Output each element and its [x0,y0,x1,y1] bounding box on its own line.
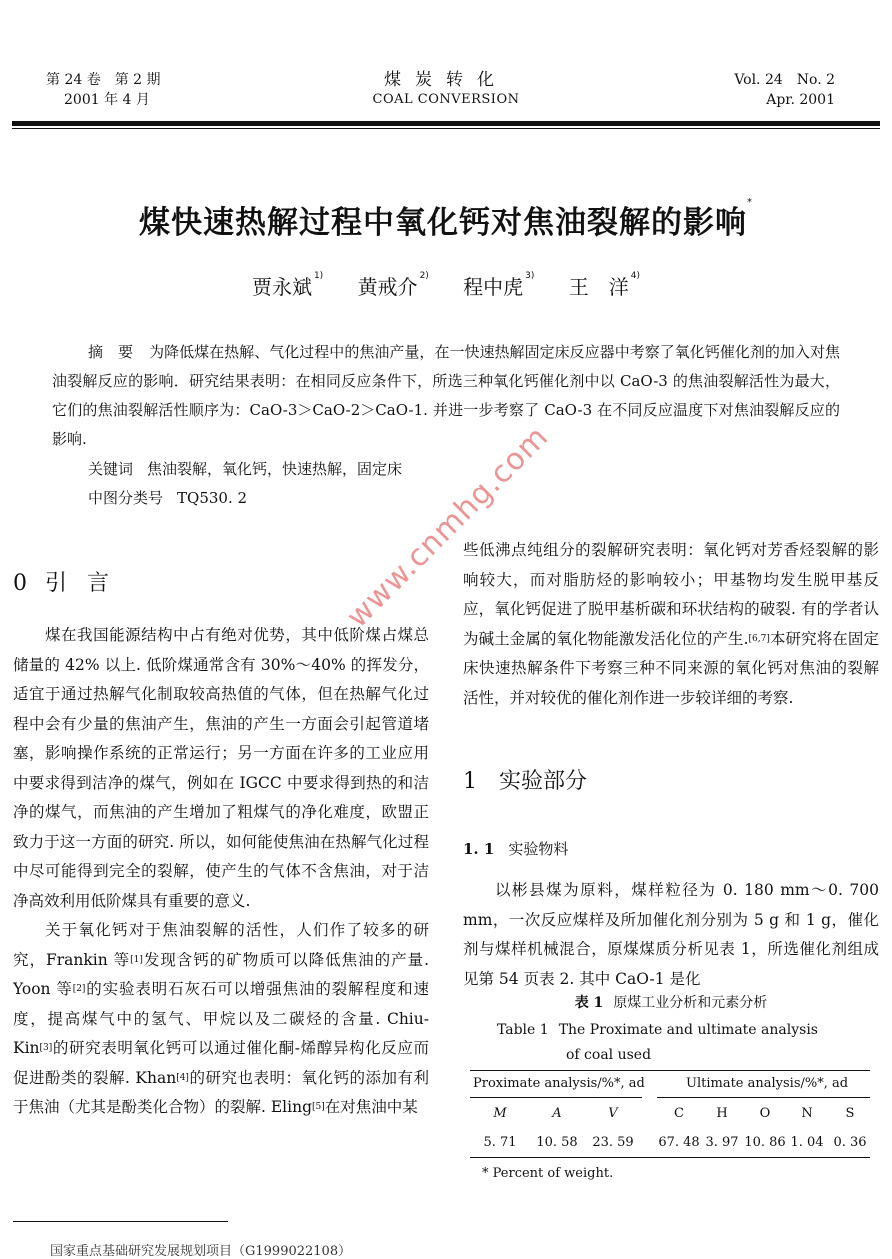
header-rule-thin [12,128,880,129]
keywords-block [88,455,402,513]
subsection-heading-materials [463,838,568,859]
table-title-en-2: of coal used [566,1047,652,1063]
table-group-proximate: Proximate analysis/%*, ad [473,1076,645,1091]
author [569,271,640,300]
text-run: 在对焦油中某 [324,1098,418,1116]
table-rule-proximate [470,1097,642,1098]
table-label-en: Table 1 [497,1022,549,1038]
paper-title-text: 煤快速热解过程中氧化钙对焦油裂解的影响 [139,205,747,241]
journal-name-en: COAL CONVERSION [372,92,520,107]
table-rule-top [470,1070,870,1071]
title-footnote-mark: * [747,197,753,208]
table-cell: 3. 97 [705,1135,739,1150]
classification-code: TQ530. 2 [177,489,248,507]
author-name: 程中虎 [463,275,524,299]
footnote-rule [13,1221,228,1222]
header-rule-thick [12,121,880,126]
author-name: 黄戒介 [357,275,418,299]
right-column-top [463,536,879,713]
citation[interactable]: [6,7] [748,633,770,644]
watermark: www.cnmhg.com [340,419,556,635]
keywords-label: 关键词 [88,460,134,478]
paper-title [0,197,892,242]
author [463,271,534,300]
table-cell: 5. 71 [483,1135,517,1150]
table-col-header: H [716,1106,728,1121]
right-column-materials [463,876,879,994]
abstract-text: 为降低煤在热解、气化过程中的焦油产量，在一快速热解固定床反应器中考察了氧化钙催化剂的加入对焦油裂解反应的影响．研究结果表明：在相同反应条件下，所选三种氧化钙催化剂中以 CaO-3 的焦油裂解活性为最大，它们的焦油裂解活性顺序为：CaO-3＞CaO-2＞CaO-1. 并进一步考察了 CaO-3 在不同反应温度下对焦油裂解反应的影响. [52,343,840,448]
table-col-header: A [552,1106,562,1121]
table-footnote: * Percent of weight. [482,1166,614,1181]
table-col-header: M [493,1106,507,1121]
author-list [0,271,892,300]
table-col-header: C [674,1106,684,1121]
section-heading-experimental [463,764,587,795]
table-col-header: O [759,1106,771,1121]
author-affiliation: 2) [419,271,429,281]
table-cell: 67. 48 [658,1135,700,1150]
table-cell: 10. 86 [744,1135,786,1150]
citation[interactable]: [3] [39,1043,53,1053]
text-run: 发现含钙的矿物质可以降低焦油的产量. Yoon 等 [13,950,429,998]
table-rule-bottom [470,1157,870,1158]
section-heading-intro [13,566,129,597]
section-number: 0 [13,571,27,596]
running-header-right [734,70,835,110]
abstract-label: 摘 要 [88,343,134,361]
citation[interactable]: [2] [72,984,86,994]
author-affiliation: 1) [313,271,324,281]
citation[interactable]: [1] [130,954,143,965]
text-run: 的研究表明氧化钙可以通过催化酮-烯醇异构化反应而促进酚类的裂解. Khan [13,1039,429,1087]
section-number: 1 [463,769,477,794]
classification-label: 中图分类号 [88,489,164,507]
table-cell: 0. 36 [833,1135,867,1150]
table-cell: 23. 59 [592,1135,634,1150]
left-column [13,621,429,1123]
author [358,271,429,300]
section-title: 引言 [45,571,130,596]
citation[interactable]: [4] [176,1072,189,1083]
table-cell: 10. 58 [536,1135,578,1150]
table-col-header: S [845,1106,855,1121]
subsection-number: 1. 1 [463,840,495,858]
text-run: 本研究将在固定床快速热解条件下考察三种不同来源的氧化钙对焦油的裂解活性，并对较优的催化剂作进一步较详细的考察. [463,629,879,707]
intro-paragraph-3 [463,536,879,713]
table-caption-en [497,1018,818,1068]
citation[interactable]: [5] [312,1102,325,1112]
text-run: 的实验表明石灰石可以增强焦油的裂解程度和速度，提高煤气中的氢气、甲烷以及二碳烃的含量. Chiu-Kin [13,980,429,1057]
text-run: 的研究也表明：氧化钙的添加有利于焦油（尤其是酚类化合物）的裂解. Eling [13,1068,429,1116]
intro-paragraph-2 [13,916,429,1123]
table-col-header: N [801,1106,813,1121]
text-run: 关于氧化钙对于焦油裂解的活性，人们作了较多的研究，Frankin 等 [13,921,429,969]
table-cell: 1. 04 [790,1135,824,1150]
volume-issue-en: Vol. 24 No. 2 [734,72,835,88]
materials-paragraph: 以彬县煤为原料，煤样粒径为 0. 180 mm～0. 700 mm，一次反应煤样及所加催化剂分别为 5 g 和 1 g，催化剂与煤样机械混合，原煤煤质分析见表 1，所选催化剂组成见第 54 页表 2. 其中 CaO-1 是化 [463,881,879,988]
author [252,271,323,300]
table-col-header: V [608,1106,618,1121]
keywords-text: 焦油裂解，氧化钙，快速热解，固定床 [147,460,403,478]
author-affiliation: 3) [525,271,535,281]
volume-issue-cn: 第 24 卷 第 2 期 [46,72,161,88]
section-title: 实验部分 [499,769,588,794]
author-affiliation: 4) [630,271,641,281]
table-title-cn: 原煤工业分析和元素分析 [613,995,768,1011]
table-label-cn: 表 1 [574,995,604,1011]
subsection-title: 实验物料 [508,840,569,858]
table-title-en-1: The Proximate and ultimate analysis [558,1022,818,1038]
intro-paragraph-1: 煤在我国能源结构中占有绝对优势，其中低阶煤占煤总储量的 42% 以上. 低阶煤通常含有 30%～40% 的挥发分，适宜于通过热解气化制取较高热值的气体，但在热解气化过程中会有少量的焦油产生，焦油的产生一方面会引起管道堵塞，影响操作系统的正常运行；另一方面在许多的工业应用中要求得到洁净的煤气，例如在 IGCC 中要求得到热的和洁净的煤气，而焦油的产生增加了粗煤气的净化难度，欧盟正致力于这一方面的研究. 所以，如何能使焦油在热解气化过程中尽可能得到完全的裂解，使产生的气体不含焦油，对于洁净高效利用低阶煤具有重要的意义. [13,626,429,910]
text-run: 些低沸点纯组分的裂解研究表明：氧化钙对芳香烃裂解的影响较大，而对脂肪烃的影响较小；甲基物均发生脱甲基反应，氧化钙促进了脱甲基析碳和环状结构的破裂. 有的学者认为碱土金属的氧化物能激发活化位的产生. [463,541,879,648]
table-rule-ultimate [657,1097,870,1098]
journal-name-cn: 煤炭转化 [384,70,508,90]
abstract [52,338,840,454]
table-group-ultimate: Ultimate analysis/%*, ad [686,1076,849,1091]
author-name: 王 洋 [568,275,629,299]
date-cn: 2001 年 4 月 [64,92,150,108]
author-name: 贾永斌 [251,275,312,299]
table-caption-cn [463,992,879,1012]
page-footnote: 国家重点基础研究发展规划项目（G1999022108） [50,1244,352,1259]
date-en: Apr. 2001 [766,92,835,108]
